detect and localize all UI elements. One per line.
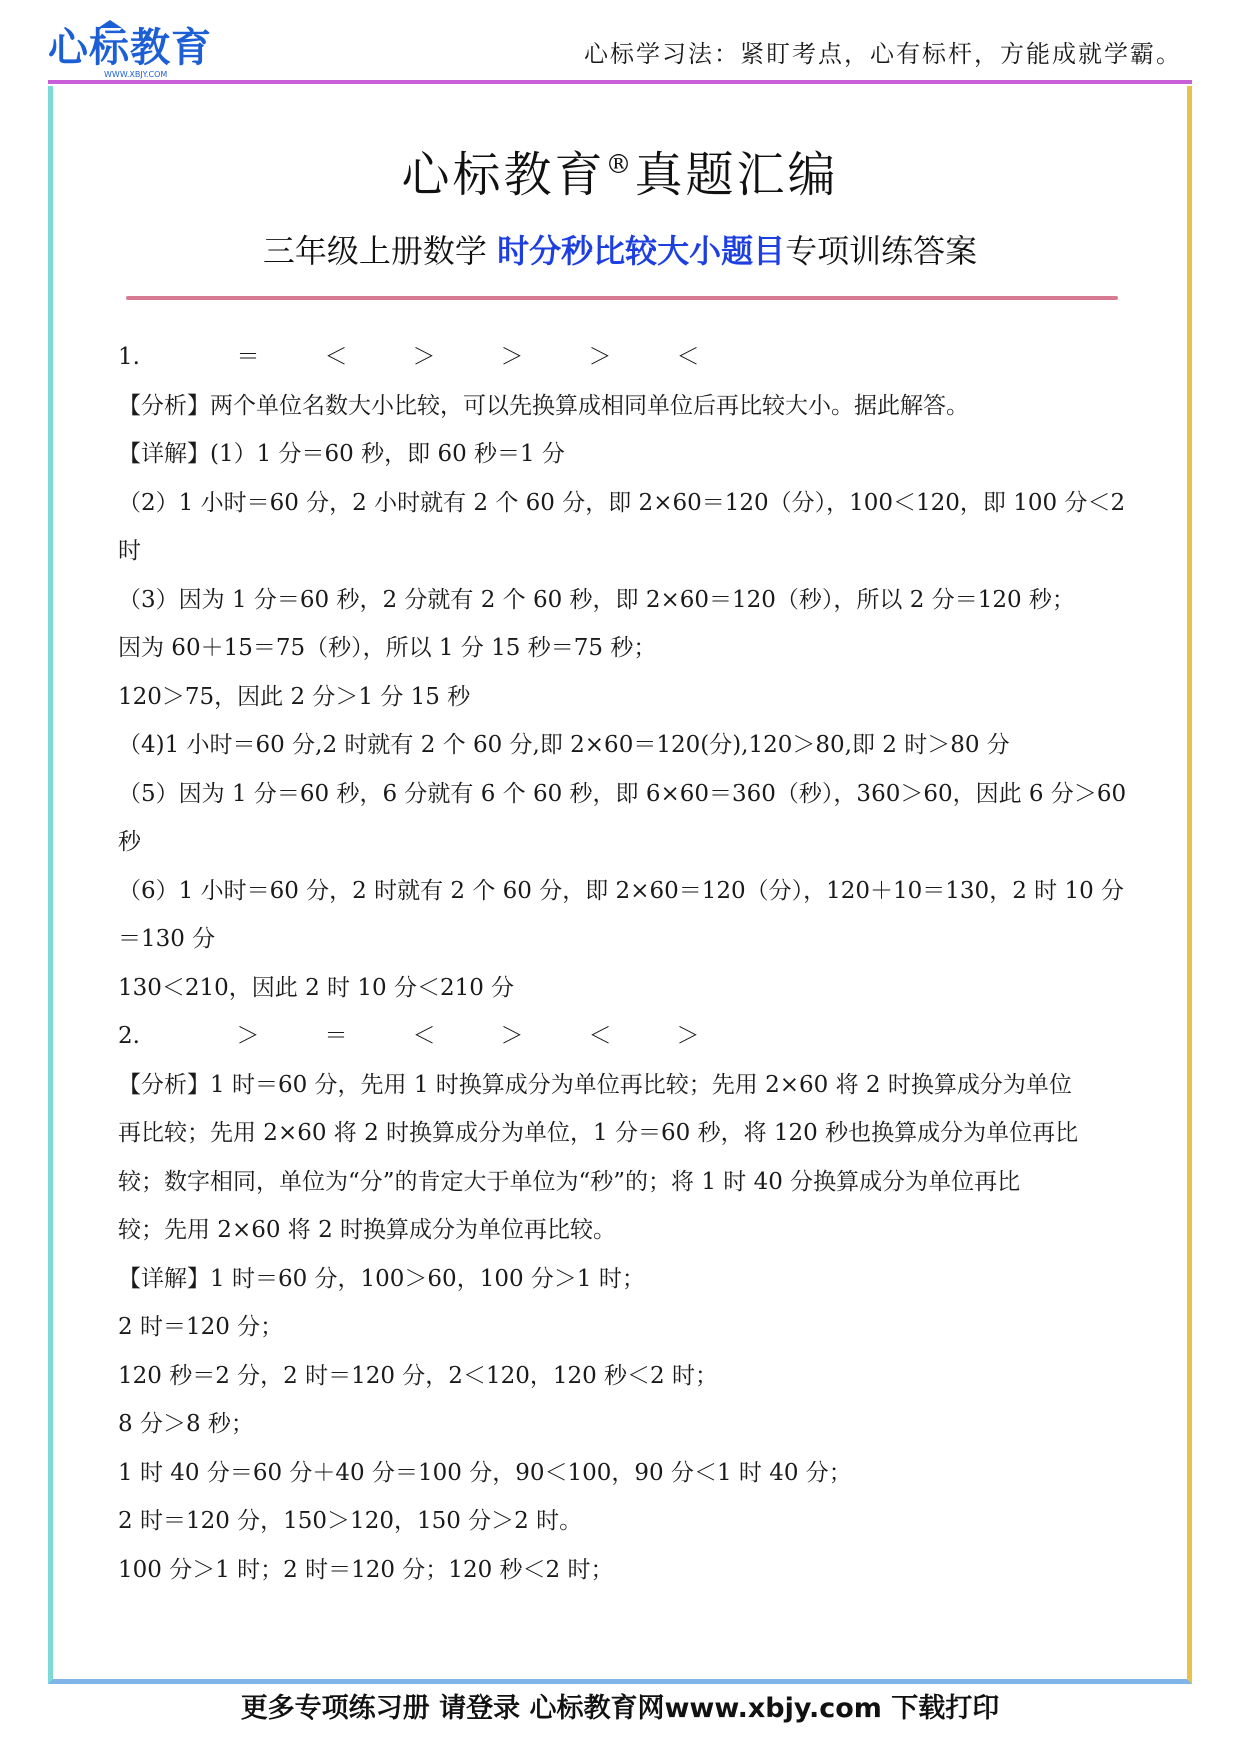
q1-line: 【分析】两个单位名数大小比较，可以先换算成相同单位后再比较大小。据此解答。 (118, 392, 969, 419)
q2-symbol: ＝ (324, 1023, 348, 1049)
q2-line: 较；先用 2×60 将 2 时换算成分为单位再比较。 (118, 1217, 617, 1243)
logo-text: 心标教育 (48, 25, 212, 71)
q1-line: （3）因为 1 分＝60 秒，2 分就有 2 个 60 秒，即 2×60＝120（秒），所以 2 分＝120 秒； (118, 586, 1075, 613)
header-rule (48, 80, 1192, 84)
q2-line: 120 秒＝2 分，2 时＝120 分，2＜120，120 秒＜2 时； (118, 1362, 718, 1389)
logo (48, 24, 212, 80)
q1-symbol: ＞ (588, 344, 612, 370)
q2-symbol: ＞ (676, 1023, 700, 1049)
q2-line: 【详解】1 时＝60 分，100＞60，100 分＞1 时； (118, 1265, 645, 1292)
q1-line: （2）1 小时＝60 分，2 小时就有 2 个 60 分，即 2×60＝120（分），100＜120，即 100 分＜2 (118, 489, 1126, 516)
q2-symbol: ＜ (412, 1023, 436, 1049)
q1-line: 【详解】(1）1 分＝60 秒，即 60 秒＝1 分 (118, 441, 565, 467)
header-slogan: 心标学习法：紧盯考点，心有标杆，方能成就学霸。 (584, 40, 1182, 68)
q2-answer-row (118, 1012, 1128, 1061)
q2-line: 2 时＝120 分； (118, 1314, 284, 1340)
q1-symbol: ＜ (324, 344, 348, 370)
q1-line: 130＜210，因此 2 时 10 分＜210 分 (118, 974, 515, 1001)
q1-line: 秒 (118, 829, 141, 855)
q2-line: 1 时 40 分＝60 分＋40 分＝100 分，90＜100，90 分＜1 时 40 分； (118, 1459, 852, 1486)
q2-number: 2. (118, 1023, 140, 1049)
q1-line: 因为 60＋15＝75（秒），所以 1 分 15 秒＝75 秒； (118, 635, 657, 661)
subtitle-post: 专项训练答案 (785, 232, 978, 270)
subtitle-pre: 三年级上册数学 (262, 232, 498, 270)
registered-mark: ® (605, 150, 635, 180)
title-rest: 真题汇编 (634, 147, 839, 203)
subtitle-highlight: 时分秒比较大小题目 (497, 232, 786, 270)
q1-symbol: ＞ (500, 344, 524, 370)
q2-line: 100 分＞1 时；2 时＝120 分；120 秒＜2 时； (118, 1556, 614, 1583)
q1-symbol: ＝ (236, 344, 260, 370)
q2-symbol: ＞ (500, 1023, 524, 1049)
q1-line: ＝130 分 (118, 926, 216, 952)
q2-line: 2 时＝120 分，150＞120，150 分＞2 时。 (118, 1508, 583, 1534)
q2-line: 8 分＞8 秒； (118, 1411, 254, 1437)
q2-line: 较；数字相同，单位为“分”的肯定大于单位为“秒”的；将 1 时 40 分换算成分为单位再比 (118, 1168, 1021, 1195)
q1-symbol: ＞ (412, 344, 436, 370)
q1-line: （4)1 小时＝60 分,2 时就有 2 个 60 分,即 2×60＝120(分),120＞80,即 2 时＞80 分 (118, 732, 1010, 758)
q2-symbol: ＞ (236, 1023, 260, 1049)
q1-answer-row (118, 333, 1128, 382)
q1-symbol: ＜ (676, 344, 700, 370)
page-title (0, 136, 1240, 205)
q1-line: （5）因为 1 分＝60 秒，6 分就有 6 个 60 秒，即 6×60＝360（秒），360＞60，因此 6 分＞60 (118, 780, 1127, 807)
q2-line: 【分析】1 时＝60 分，先用 1 时换算成分为单位再比较；先用 2×60 将 2 时换算成分为单位 (118, 1071, 1072, 1098)
q1-line: 时 (118, 538, 141, 564)
q1-line: （6）1 小时＝60 分，2 时就有 2 个 60 分，即 2×60＝120（分），120＋10＝130，2 时 10 分 (118, 877, 1125, 904)
title-divider (126, 296, 1118, 300)
q1-line: 120＞75，因此 2 分＞1 分 15 秒 (118, 683, 471, 710)
q1-number: 1. (118, 344, 140, 370)
title-main: 心标教育 (401, 147, 606, 203)
answer-content (118, 333, 1128, 1594)
logo-url: WWW.XBJY.COM (104, 70, 168, 79)
q2-line: 再比较；先用 2×60 将 2 时换算成分为单位，1 分＝60 秒，将 120 秒也换算成分为单位再比 (118, 1120, 1079, 1146)
q2-symbol: ＜ (588, 1023, 612, 1049)
footer-promo: 更多专项练习册 请登录 心标教育网www.xbjy.com 下载打印 (240, 1693, 1000, 1724)
page-subtitle (0, 226, 1240, 272)
